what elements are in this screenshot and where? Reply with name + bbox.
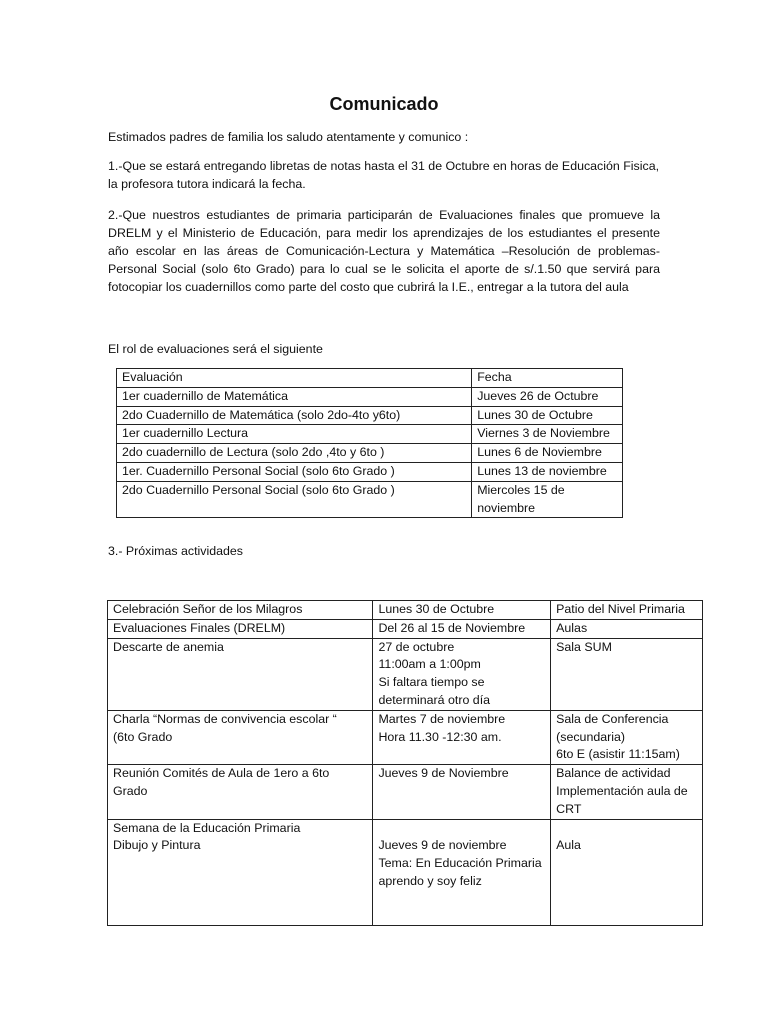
item-2-text: 2.-Que nuestros estudiantes de primaria participarán de Evaluaciones finales que promueve la DRELM y el Ministerio de Educación, para medir los aprendizajes de los estudiantes el presente año escolar en las áreas de Comunicación-Lectura y Matemática –Resolución de problemas-Personal Social (solo 6to Grado) para lo cual se le solicita el aporte de s/.1.50 que servirá para fotocopiar los cuadernillos como parte del costo que cubrirá la I.E., entregar a la tutora del aula — [108, 208, 660, 294]
table-row — [117, 444, 623, 463]
table-cell: Jueves 9 de noviembre Tema: En Educación Primaria aprendo y soy feliz — [373, 819, 551, 925]
table-cell: Lunes 6 de Noviembre — [472, 444, 623, 463]
document-title: Comunicado — [329, 94, 439, 114]
table-cell: 1er cuadernillo de Matemática — [117, 387, 472, 406]
table-cell: Lunes 30 de Octubre — [373, 601, 551, 620]
table-cell: Celebración Señor de los Milagros — [108, 601, 373, 620]
table-row — [108, 765, 703, 819]
table-cell: Charla “Normas de convivencia escolar “ (6to Grado — [108, 710, 373, 764]
table-cell: Reunión Comités de Aula de 1ero a 6to Grado — [108, 765, 373, 819]
table-cell: Aula — [551, 819, 703, 925]
table-cell: Viernes 3 de Noviembre — [472, 425, 623, 444]
item-1-text: 1.-Que se estará entregando libretas de notas hasta el 31 de Octubre en horas de Educación Fisica, la profesora tutora indicará la fecha. — [108, 159, 660, 191]
table-row — [117, 387, 623, 406]
table-row — [117, 406, 623, 425]
evaluations-table — [116, 368, 623, 518]
table-row — [108, 601, 703, 620]
table-cell: Lunes 30 de Octubre — [472, 406, 623, 425]
table-row — [117, 462, 623, 481]
table-cell: Balance de actividad Implementación aula de CRT — [551, 765, 703, 819]
table-header-row — [117, 369, 623, 388]
table-cell: Lunes 13 de noviembre — [472, 462, 623, 481]
table-cell: Sala de Conferencia (secundaria) 6to E (asistir 11:15am) — [551, 710, 703, 764]
table-cell: Sala SUM — [551, 638, 703, 710]
table-cell: Jueves 26 de Octubre — [472, 387, 623, 406]
table-cell: Patio del Nivel Primaria — [551, 601, 703, 620]
evaluations-intro: El rol de evaluaciones será el siguiente — [108, 342, 323, 356]
greeting-text: Estimados padres de familia los saludo atentamente y comunico : — [108, 130, 469, 144]
table-cell: 2do cuadernillo de Lectura (solo 2do ,4to y 6to ) — [117, 444, 472, 463]
table-cell: Descarte de anemia — [108, 638, 373, 710]
table-cell: Fecha — [472, 369, 623, 388]
table-row — [108, 819, 703, 925]
activities-table — [107, 600, 703, 926]
table-cell: 1er cuadernillo Lectura — [117, 425, 472, 444]
table-row — [117, 425, 623, 444]
table-row — [108, 638, 703, 710]
table-cell: 1er. Cuadernillo Personal Social (solo 6to Grado ) — [117, 462, 472, 481]
table-cell: Evaluaciones Finales (DRELM) — [108, 619, 373, 638]
activities-heading: 3.- Próximas actividades — [108, 544, 243, 558]
table-cell: Del 26 al 15 de Noviembre — [373, 619, 551, 638]
table-cell: 2do Cuadernillo de Matemática (solo 2do-4to y6to) — [117, 406, 472, 425]
table-row — [108, 710, 703, 764]
table-cell: 2do Cuadernillo Personal Social (solo 6to Grado ) — [117, 481, 472, 518]
table-cell: Jueves 9 de Noviembre — [373, 765, 551, 819]
table-cell: Aulas — [551, 619, 703, 638]
table-cell: 27 de octubre 11:00am a 1:00pm Si faltara tiempo se determinará otro día — [373, 638, 551, 710]
table-cell: Miercoles 15 de noviembre — [472, 481, 623, 518]
table-cell: Evaluación — [117, 369, 472, 388]
table-row — [108, 619, 703, 638]
table-cell: Semana de la Educación Primaria Dibujo y Pintura — [108, 819, 373, 925]
table-cell: Martes 7 de noviembre Hora 11.30 -12:30 am. — [373, 710, 551, 764]
table-row — [117, 481, 623, 518]
